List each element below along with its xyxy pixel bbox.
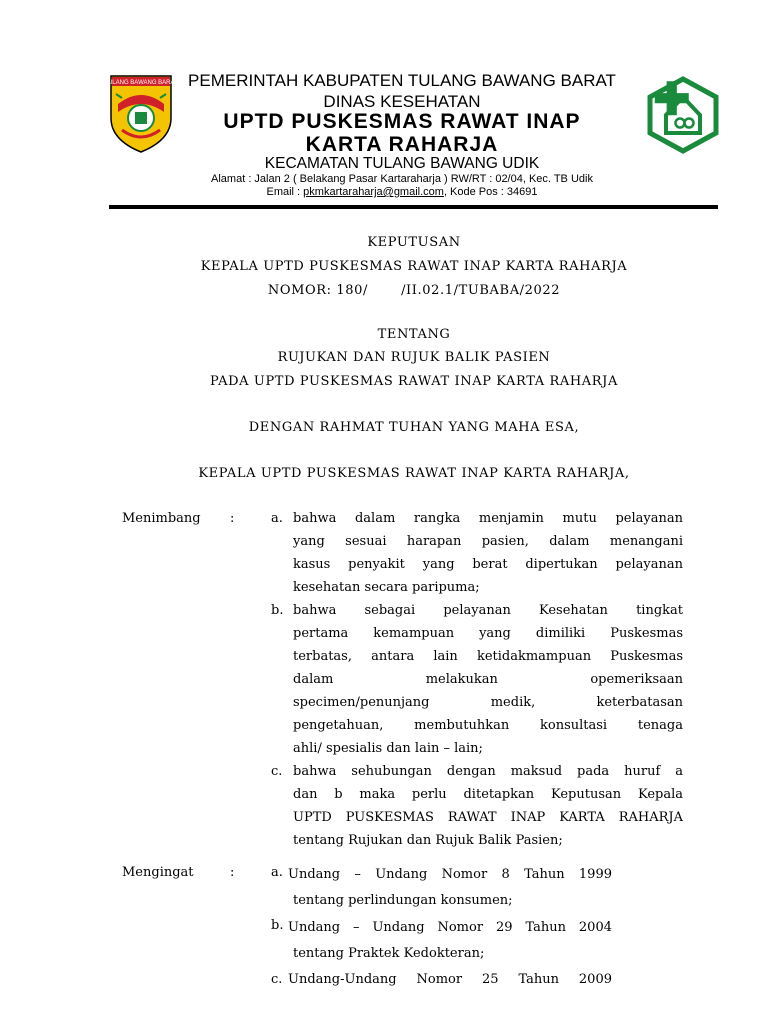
mengingat-item-b-marker: b. bbox=[271, 918, 284, 933]
list-item-line: bahwa sehubungan dengan maksud pada huruf a bbox=[293, 764, 683, 779]
government-name: PEMERINTAH KABUPATEN TULANG BAWANG BARAT bbox=[188, 71, 616, 90]
mengingat-item-a-line2: tentang perlindungan konsumen; bbox=[293, 893, 513, 908]
mengingat-item-b-line2: tentang Praktek Kedokteran; bbox=[293, 946, 485, 961]
email-label: Email : bbox=[266, 186, 304, 198]
institution-name-line1: UPTD PUSKESMAS RAWAT INAP bbox=[223, 110, 581, 133]
list-item-line: terbatas, antara lain ketidakmampuan Puskesmas bbox=[293, 649, 683, 664]
list-item-line: tentang Rujukan dan Rujuk Balik Pasien; bbox=[293, 833, 563, 848]
postal-code: , Kode Pos : 34691 bbox=[443, 186, 538, 198]
issuer-declaration: KEPALA UPTD PUSKESMAS RAWAT INAP KARTA RAHARJA, bbox=[198, 466, 630, 481]
email-link[interactable]: pkmkartaraharja@gmail.com bbox=[303, 186, 444, 198]
mengingat-item-c-line1 bbox=[288, 972, 612, 987]
institution-name-line2: KARTA RAHARJA bbox=[305, 133, 499, 156]
mengingat-item-c-marker: c. bbox=[271, 972, 283, 987]
decree-heading: KEPUTUSAN bbox=[367, 235, 461, 250]
department-name: DINAS KESEHATAN bbox=[323, 92, 481, 111]
list-item-line: bahwa dalam rangka menjamin mutu pelayanan bbox=[293, 511, 683, 526]
menimbang-item-b bbox=[293, 599, 683, 760]
puskesmas-logo bbox=[648, 77, 718, 153]
list-item-line: Undang-Undang Nomor 25 Tahun 2009 bbox=[288, 972, 612, 987]
menimbang-item-b-marker: b. bbox=[271, 603, 284, 618]
list-item-line: Undang – Undang Nomor 8 Tahun 1999 bbox=[288, 867, 612, 882]
list-item-line: kasus penyakit yang berat dipertukan pelayanan bbox=[293, 557, 683, 572]
menimbang-label: Menimbang bbox=[122, 511, 201, 526]
menimbang-item-a-marker: a. bbox=[271, 511, 283, 526]
list-item-line: UPTD PUSKESMAS RAWAT INAP KARTA RAHARJA bbox=[293, 810, 683, 825]
contact-line bbox=[174, 186, 630, 198]
address-line: Alamat : Jalan 2 ( Belakang Pasar Kartaraharja ) RW/RT : 02/04, Kec. TB Udik bbox=[211, 173, 593, 185]
district-name: KECAMATAN TULANG BAWANG UDIK bbox=[264, 155, 540, 172]
mengingat-item-b-line1 bbox=[288, 920, 612, 935]
list-item-line: Undang – Undang Nomor 29 Tahun 2004 bbox=[288, 920, 612, 935]
list-item-line: specimen/penunjang medik, keterbatasan bbox=[293, 695, 683, 710]
list-item-line bbox=[293, 668, 683, 691]
menimbang-item-a bbox=[293, 507, 683, 599]
mengingat-colon: : bbox=[230, 865, 235, 880]
regency-emblem-logo bbox=[104, 74, 178, 154]
subject-line1: RUJUKAN DAN RUJUK BALIK PASIEN bbox=[277, 350, 551, 365]
menimbang-item-c bbox=[293, 760, 683, 852]
list-item-line: pertama kemampuan yang dimiliki Puskesmas bbox=[293, 626, 683, 641]
list-item-line: ahli/ spesialis dan lain – lain; bbox=[293, 741, 483, 756]
split-word: dalam melakukan opemeriksaan bbox=[293, 672, 683, 687]
mengingat-item-a-line1 bbox=[288, 867, 612, 882]
menimbang-item-c-marker: c. bbox=[271, 764, 283, 779]
subject-line2: PADA UPTD PUSKESMAS RAWAT INAP KARTA RAHARJA bbox=[210, 374, 618, 389]
list-item-line: kesehatan secara paripuma; bbox=[293, 580, 480, 595]
list-item-line: dan b maka perlu ditetapkan Keputusan Kepala bbox=[293, 787, 683, 802]
decree-number: NOMOR: 180/ /II.02.1/TUBABA/2022 bbox=[267, 283, 561, 298]
emblem-text: TULANG BAWANG BARAT bbox=[104, 80, 178, 86]
about-heading: TENTANG bbox=[377, 327, 451, 342]
list-item-line: pengetahuan, membutuhkan konsultasi tenaga bbox=[293, 718, 683, 733]
list-item-line: yang sesuai harapan pasien, dalam menangani bbox=[293, 534, 683, 549]
decree-issuer: KEPALA UPTD PUSKESMAS RAWAT INAP KARTA RAHARJA bbox=[200, 259, 628, 274]
mengingat-label: Mengingat bbox=[122, 865, 194, 880]
letterhead-divider bbox=[109, 205, 718, 209]
menimbang-colon: : bbox=[230, 511, 235, 526]
list-item-line: bahwa sebagai pelayanan Kesehatan tingkat bbox=[293, 603, 683, 618]
mengingat-item-a-marker: a. bbox=[271, 865, 283, 880]
invocation: DENGAN RAHMAT TUHAN YANG MAHA ESA, bbox=[248, 420, 580, 435]
